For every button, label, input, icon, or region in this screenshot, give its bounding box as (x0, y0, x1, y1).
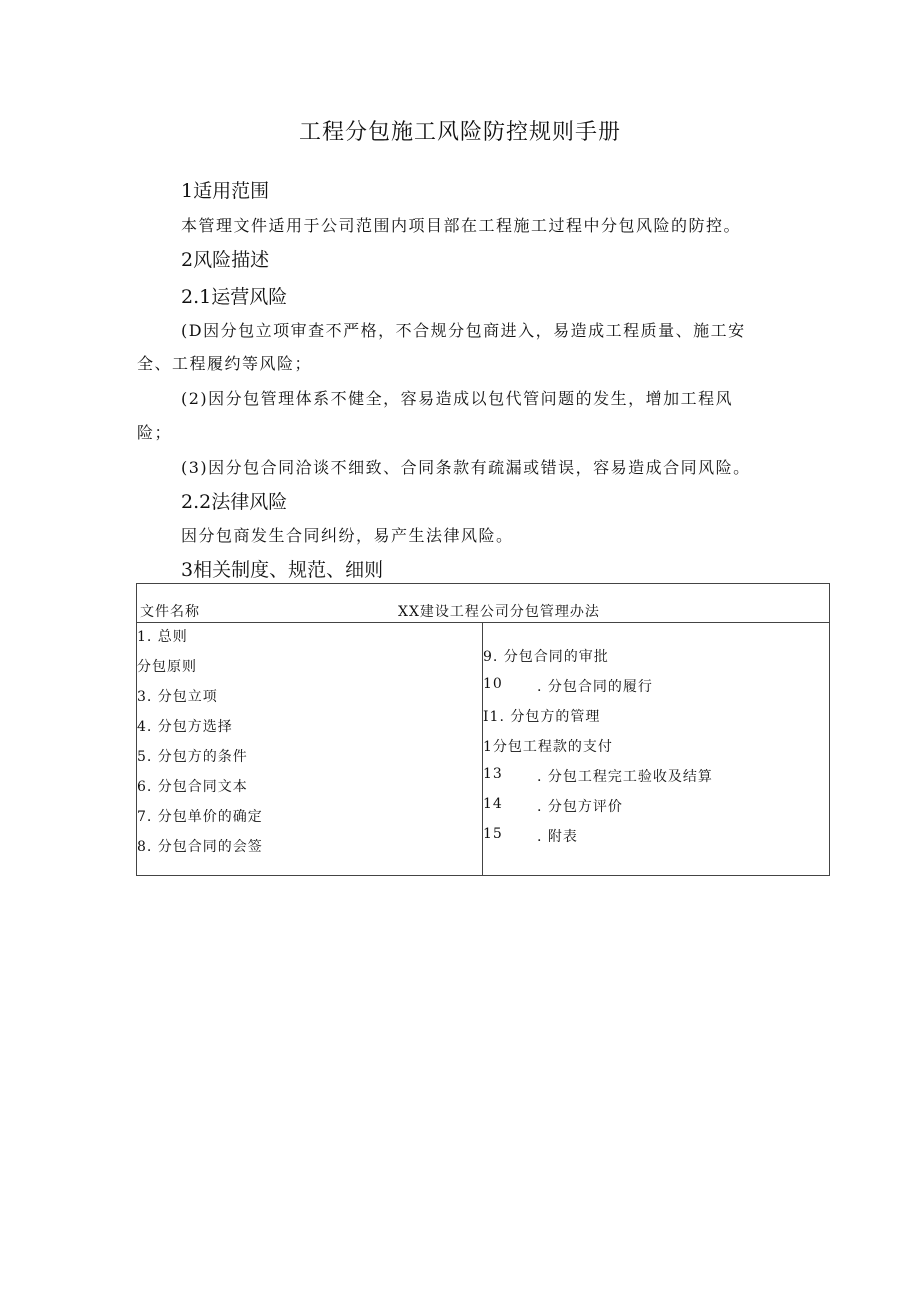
right-item-text: . 分包方评价 (537, 799, 623, 815)
section-2-2-heading: 2.2法律风险 (181, 491, 288, 513)
right-item-number: 15 (483, 826, 503, 842)
left-item: 分包原则 (137, 659, 197, 675)
right-item-text: . 分包工程完工验收及结算 (537, 769, 713, 785)
regulations-table (136, 583, 830, 876)
right-item: 1分包工程款的支付 (483, 739, 613, 755)
section-3-heading: 3相关制度、规范、细则 (181, 559, 384, 581)
right-item-number: 10 (483, 676, 503, 692)
left-item: 1. 总则 (137, 629, 188, 645)
risk-item-3: (3)因分包合同洽谈不细致、合同条款有疏漏或错误，容易造成合同风险。 (181, 458, 751, 477)
left-item: 6. 分包合同文本 (137, 779, 248, 795)
left-item: 7. 分包单价的确定 (137, 809, 263, 825)
risk-item-1-line-1: (D因分包立项审查不严格，不合规分包商进入，易造成工程质量、施工安 (181, 321, 746, 340)
right-item-text: . 分包合同的履行 (537, 679, 653, 695)
left-item: 5. 分包方的条件 (137, 749, 248, 765)
left-item: 4. 分包方选择 (137, 719, 233, 735)
right-item: I1. 分包方的管理 (483, 709, 601, 725)
left-item: 8. 分包合同的会签 (137, 839, 263, 855)
risk-item-2-line-2: 险； (137, 423, 173, 442)
table-header-value: XX建设工程公司分包管理办法 (398, 604, 600, 620)
table-header-label: 文件名称 (140, 604, 200, 620)
section-2-2-text: 因分包商发生合同纠纷，易产生法律风险。 (181, 526, 514, 545)
section-2-heading: 2风险描述 (181, 249, 270, 271)
document-title: 工程分包施工风险防控规则手册 (298, 120, 621, 145)
right-item-text: . 附表 (537, 829, 578, 845)
table-header-row (137, 584, 829, 623)
right-item-number: 13 (483, 766, 503, 782)
right-item: 9. 分包合同的审批 (483, 649, 609, 665)
risk-item-2-line-1: (2)因分包管理体系不健全，容易造成以包代管问题的发生，增加工程风 (181, 389, 734, 408)
left-item: 3. 分包立项 (137, 689, 218, 705)
section-2-1-heading: 2.1运营风险 (181, 286, 288, 308)
risk-item-1-line-2: 全、工程履约等风险； (137, 354, 313, 373)
right-item-number: 14 (483, 796, 503, 812)
section-1-heading: 1适用范围 (181, 180, 270, 202)
section-1-text: 本管理文件适用于公司范围内项目部在工程施工过程中分包风险的防控。 (181, 216, 742, 235)
